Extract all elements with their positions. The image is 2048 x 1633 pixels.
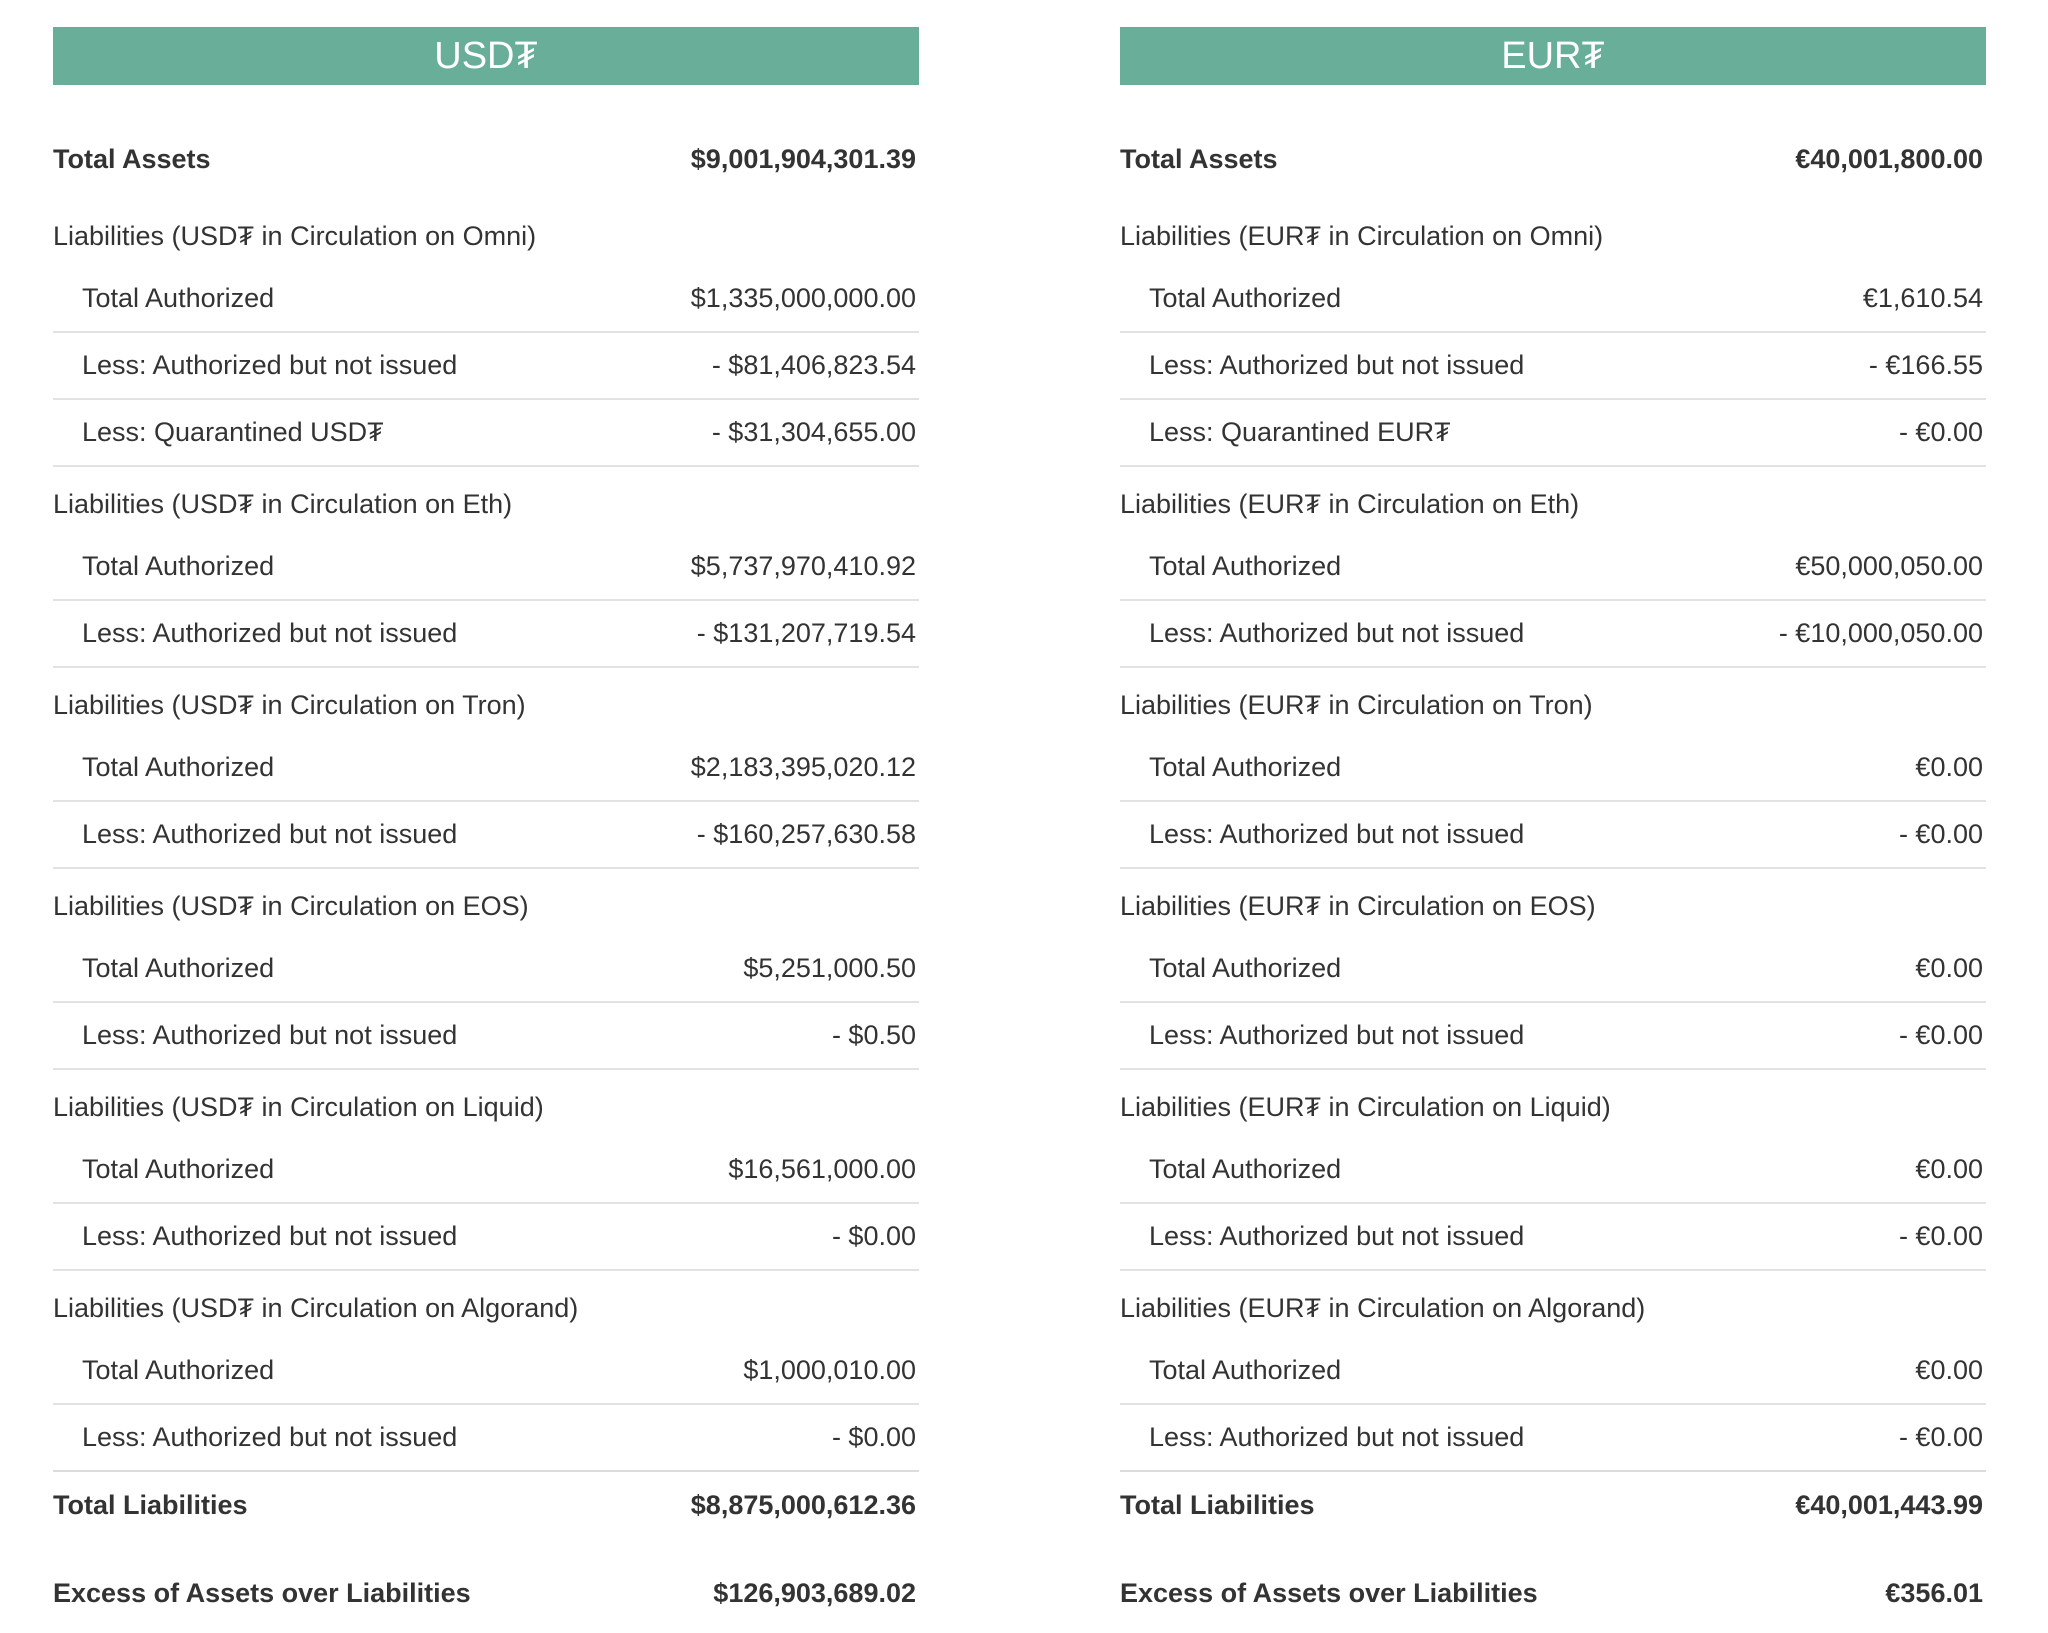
row-value: - €10,000,050.00: [1778, 618, 1983, 648]
section-title: [1120, 199, 1986, 266]
row-label: Total Authorized: [82, 752, 275, 782]
section-title: [1120, 869, 1986, 936]
row-label: Less: Authorized but not issued: [82, 1221, 458, 1251]
usd-panel: [53, 27, 919, 1633]
row-label: Total Assets: [1120, 143, 1278, 174]
table-row: [1120, 1204, 1986, 1271]
row-value: €356.01: [1885, 1577, 1983, 1608]
table-row: [53, 1405, 919, 1472]
row-label: Less: Authorized but not issued: [1149, 819, 1525, 849]
row-value: - €0.00: [1898, 819, 1983, 849]
section-title: [53, 467, 919, 534]
row-value: €0.00: [1915, 953, 1983, 983]
row-value: €1,610.54: [1862, 283, 1983, 313]
table-row: [53, 266, 919, 333]
section-title-text: Liabilities (USD₮ in Circulation on Tron): [53, 689, 526, 720]
row-value: $9,001,904,301.39: [690, 143, 916, 174]
table-row: [53, 400, 919, 467]
row-value: $126,903,689.02: [713, 1577, 916, 1608]
row-value: - $0.00: [831, 1221, 916, 1251]
row-label: Total Authorized: [82, 953, 275, 983]
section-title-text: Liabilities (USD₮ in Circulation on EOS): [53, 890, 529, 921]
table-row: [53, 1137, 919, 1204]
row-label: Total Authorized: [82, 1154, 275, 1184]
row-value: - €0.00: [1898, 1020, 1983, 1050]
row-value: $8,875,000,612.36: [690, 1490, 916, 1520]
row-label: Less: Authorized but not issued: [82, 350, 458, 380]
table-row: [53, 333, 919, 400]
row-label: Total Liabilities: [53, 1490, 248, 1520]
section-title: [1120, 467, 1986, 534]
table-row: [1120, 266, 1986, 333]
table-row: [1120, 1003, 1986, 1070]
row-label: Total Authorized: [1149, 283, 1342, 313]
section-title: [53, 1070, 919, 1137]
excess-row: [1120, 1539, 1986, 1633]
eur-panel: [1120, 27, 1986, 1633]
table-row: [53, 802, 919, 869]
row-label: Total Authorized: [82, 283, 275, 313]
section-title: [1120, 668, 1986, 735]
table-row: [1120, 1137, 1986, 1204]
row-value: $1,000,010.00: [743, 1355, 916, 1385]
row-label: Total Authorized: [1149, 551, 1342, 581]
row-label: Less: Authorized but not issued: [1149, 618, 1525, 648]
row-label: Total Authorized: [82, 1355, 275, 1385]
row-value: - €0.00: [1898, 1422, 1983, 1452]
row-label: Less: Authorized but not issued: [82, 819, 458, 849]
section-title-text: Liabilities (USD₮ in Circulation on Algorand): [53, 1292, 579, 1323]
row-label: Total Assets: [53, 143, 211, 174]
row-label: Less: Quarantined EUR₮: [1149, 417, 1451, 447]
excess-row: [53, 1539, 919, 1633]
table-row: [53, 1338, 919, 1405]
row-value: - $160,257,630.58: [696, 819, 916, 849]
row-label: Less: Authorized but not issued: [1149, 1020, 1525, 1050]
row-value: €40,001,443.99: [1795, 1490, 1983, 1520]
section-title-text: Liabilities (EUR₮ in Circulation on Eth): [1120, 488, 1580, 519]
row-label: Total Authorized: [1149, 752, 1342, 782]
row-label: Total Authorized: [1149, 1355, 1342, 1385]
row-value: €40,001,800.00: [1795, 143, 1983, 174]
section-title: [1120, 1070, 1986, 1137]
table-row: [53, 735, 919, 802]
row-label: Less: Authorized but not issued: [1149, 1221, 1525, 1251]
row-label: Total Authorized: [1149, 1154, 1342, 1184]
row-value: - €0.00: [1898, 417, 1983, 447]
row-value: €0.00: [1915, 1355, 1983, 1385]
row-value: - $31,304,655.00: [711, 417, 916, 447]
section-title: [1120, 1271, 1986, 1338]
section-title-text: Liabilities (EUR₮ in Circulation on Tron): [1120, 689, 1593, 720]
row-label: Excess of Assets over Liabilities: [53, 1577, 471, 1608]
section-title-text: Liabilities (USD₮ in Circulation on Eth): [53, 488, 513, 519]
row-value: €0.00: [1915, 752, 1983, 782]
section-title-text: Liabilities (USD₮ in Circulation on Liquid): [53, 1091, 544, 1122]
row-value: - $0.50: [831, 1020, 916, 1050]
row-label: Less: Authorized but not issued: [1149, 350, 1525, 380]
table-row: [1120, 333, 1986, 400]
table-row: [1120, 1405, 1986, 1472]
row-label: Less: Authorized but not issued: [1149, 1422, 1525, 1452]
row-label: Total Authorized: [1149, 953, 1342, 983]
total-liabilities-row: [53, 1472, 919, 1539]
table-row: [53, 1003, 919, 1070]
row-value: €50,000,050.00: [1795, 551, 1983, 581]
panel-header: USD₮: [53, 27, 919, 85]
row-label: Less: Authorized but not issued: [82, 1020, 458, 1050]
total-assets-row: [1120, 119, 1986, 199]
row-label: Total Authorized: [82, 551, 275, 581]
row-label: Less: Authorized but not issued: [82, 618, 458, 648]
row-value: - €0.00: [1898, 1221, 1983, 1251]
total-liabilities-row: [1120, 1472, 1986, 1539]
table-row: [53, 534, 919, 601]
row-value: - €166.55: [1868, 350, 1983, 380]
section-title: [53, 199, 919, 266]
row-value: - $81,406,823.54: [711, 350, 916, 380]
table-row: [1120, 400, 1986, 467]
row-value: - $0.00: [831, 1422, 916, 1452]
row-value: $5,251,000.50: [743, 953, 916, 983]
row-value: - $131,207,719.54: [696, 618, 916, 648]
table-row: [1120, 1338, 1986, 1405]
section-title-text: Liabilities (EUR₮ in Circulation on Algorand): [1120, 1292, 1646, 1323]
total-assets-row: [53, 119, 919, 199]
panel-header: EUR₮: [1120, 27, 1986, 85]
section-title-text: Liabilities (EUR₮ in Circulation on Liquid): [1120, 1091, 1611, 1122]
section-title: [53, 1271, 919, 1338]
row-label: Total Liabilities: [1120, 1490, 1315, 1520]
table-row: [1120, 534, 1986, 601]
row-label: Excess of Assets over Liabilities: [1120, 1577, 1538, 1608]
row-value: $5,737,970,410.92: [690, 551, 916, 581]
row-label: Less: Authorized but not issued: [82, 1422, 458, 1452]
row-label: Less: Quarantined USD₮: [82, 417, 384, 447]
row-value: $1,335,000,000.00: [690, 283, 916, 313]
section-title: [53, 869, 919, 936]
section-title-text: Liabilities (EUR₮ in Circulation on EOS): [1120, 890, 1596, 921]
table-row: [53, 936, 919, 1003]
table-row: [1120, 802, 1986, 869]
table-row: [53, 1204, 919, 1271]
table-row: [53, 601, 919, 668]
table-row: [1120, 936, 1986, 1003]
section-title-text: Liabilities (USD₮ in Circulation on Omni): [53, 220, 537, 251]
section-title: [53, 668, 919, 735]
row-value: $16,561,000.00: [728, 1154, 916, 1184]
row-value: €0.00: [1915, 1154, 1983, 1184]
section-title-text: Liabilities (EUR₮ in Circulation on Omni): [1120, 220, 1604, 251]
table-row: [1120, 735, 1986, 802]
table-row: [1120, 601, 1986, 668]
row-value: $2,183,395,020.12: [690, 752, 916, 782]
